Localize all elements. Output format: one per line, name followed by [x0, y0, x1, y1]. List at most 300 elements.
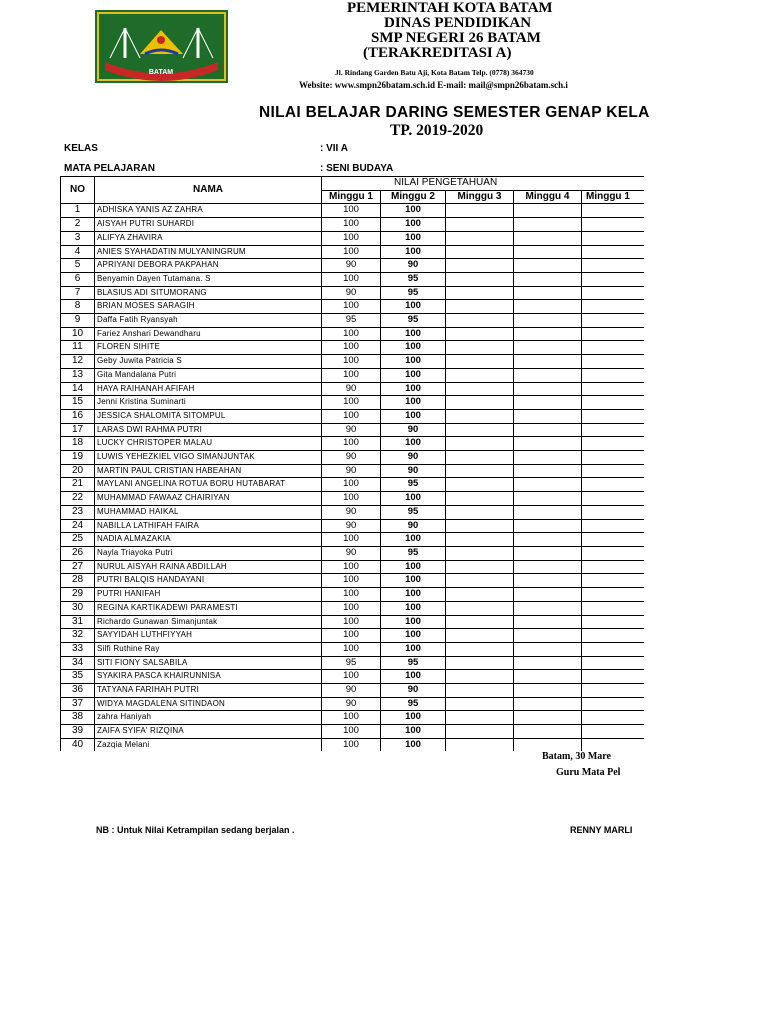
grade-week4 — [514, 519, 582, 533]
grade-week1-next — [582, 505, 645, 519]
student-name: BRIAN MOSES SARAGIH — [95, 300, 322, 314]
kelas-label: KELAS — [64, 143, 98, 154]
grade-week2: 95 — [381, 505, 446, 519]
table-row — [61, 272, 645, 286]
grade-week3 — [446, 272, 514, 286]
grade-week2: 100 — [381, 738, 446, 751]
row-number: 36 — [61, 684, 95, 698]
grade-week1: 100 — [322, 492, 381, 506]
table-row — [61, 629, 645, 643]
grade-week3 — [446, 560, 514, 574]
grades-table-container — [60, 176, 644, 751]
table-row — [61, 314, 645, 328]
grade-week2: 100 — [381, 437, 446, 451]
row-number: 12 — [61, 355, 95, 369]
grade-week2: 90 — [381, 464, 446, 478]
student-name: ADHISKA YANIS AZ ZAHRA — [95, 204, 322, 218]
grade-week2: 100 — [381, 588, 446, 602]
header-department: DINAS PENDIDIKAN — [384, 15, 532, 31]
grade-week3 — [446, 574, 514, 588]
row-number: 13 — [61, 368, 95, 382]
grade-week4 — [514, 245, 582, 259]
grade-week1: 90 — [322, 451, 381, 465]
row-number: 27 — [61, 560, 95, 574]
grade-week2: 100 — [381, 245, 446, 259]
table-row — [61, 368, 645, 382]
grade-week3 — [446, 670, 514, 684]
grade-week3 — [446, 314, 514, 328]
grade-week1-next — [582, 656, 645, 670]
week-header: Minggu 2 — [381, 190, 446, 204]
grade-week1: 90 — [322, 505, 381, 519]
table-row — [61, 218, 645, 232]
teacher-name: RENNY MARLI — [570, 825, 633, 835]
table-row — [61, 464, 645, 478]
grade-week3 — [446, 725, 514, 739]
grade-week3 — [446, 423, 514, 437]
table-row — [61, 601, 645, 615]
grade-week3 — [446, 327, 514, 341]
table-row — [61, 505, 645, 519]
grade-week1-next — [582, 642, 645, 656]
grade-week1: 90 — [322, 697, 381, 711]
grade-week4 — [514, 478, 582, 492]
grade-week1: 100 — [322, 437, 381, 451]
grade-week2: 100 — [381, 560, 446, 574]
row-number: 24 — [61, 519, 95, 533]
grade-week4 — [514, 684, 582, 698]
student-name: MAYLANI ANGELINA ROTUA BORU HUTABARAT — [95, 478, 322, 492]
grade-week4 — [514, 382, 582, 396]
grade-week3 — [446, 505, 514, 519]
batam-city-logo — [95, 10, 228, 83]
row-number: 6 — [61, 272, 95, 286]
grade-week3 — [446, 629, 514, 643]
grade-week1-next — [582, 396, 645, 410]
grade-week2: 90 — [381, 519, 446, 533]
grade-week2: 100 — [381, 601, 446, 615]
grade-week1: 95 — [322, 656, 381, 670]
grade-week1: 100 — [322, 272, 381, 286]
grade-week1: 90 — [322, 286, 381, 300]
grade-week3 — [446, 492, 514, 506]
grade-week1: 100 — [322, 231, 381, 245]
table-row — [61, 588, 645, 602]
grade-week1-next — [582, 533, 645, 547]
grade-week2: 100 — [381, 300, 446, 314]
grade-week1: 100 — [322, 368, 381, 382]
student-name: Gita Mandalana Putri — [95, 368, 322, 382]
table-row — [61, 697, 645, 711]
table-row — [61, 656, 645, 670]
row-number: 17 — [61, 423, 95, 437]
table-row — [61, 711, 645, 725]
grade-week4 — [514, 314, 582, 328]
student-name: FLOREN SIHITE — [95, 341, 322, 355]
week-header: Minggu 1 — [322, 190, 381, 204]
student-name: Richardo Gunawan Simanjuntak — [95, 615, 322, 629]
grade-week1-next — [582, 725, 645, 739]
table-row — [61, 245, 645, 259]
grade-week1-next — [582, 327, 645, 341]
table-row — [61, 396, 645, 410]
note-text: NB : Untuk Nilai Ketrampilan sedang berjalan . — [96, 825, 295, 835]
row-number: 22 — [61, 492, 95, 506]
grade-week4 — [514, 725, 582, 739]
grade-week1: 100 — [322, 533, 381, 547]
grade-week3 — [446, 519, 514, 533]
grade-week4 — [514, 670, 582, 684]
grade-week2: 100 — [381, 642, 446, 656]
row-number: 2 — [61, 218, 95, 232]
grade-week1-next — [582, 478, 645, 492]
grade-week1: 95 — [322, 314, 381, 328]
table-row — [61, 451, 645, 465]
table-row — [61, 615, 645, 629]
grade-week4 — [514, 588, 582, 602]
grade-week4 — [514, 642, 582, 656]
grade-week4 — [514, 451, 582, 465]
table-row — [61, 725, 645, 739]
grade-week3 — [446, 588, 514, 602]
grade-week2: 100 — [381, 341, 446, 355]
grade-week3 — [446, 341, 514, 355]
grade-week3 — [446, 533, 514, 547]
grade-week1-next — [582, 560, 645, 574]
table-row — [61, 738, 645, 751]
grade-week3 — [446, 355, 514, 369]
row-number: 15 — [61, 396, 95, 410]
grade-week2: 100 — [381, 396, 446, 410]
grade-week3 — [446, 615, 514, 629]
grade-week2: 100 — [381, 368, 446, 382]
student-name: Daffa Fatih Ryansyah — [95, 314, 322, 328]
student-name: REGINA KARTIKADEWI PARAMESTI — [95, 601, 322, 615]
student-name: PUTRI BALQIS HANDAYANI — [95, 574, 322, 588]
grade-week3 — [446, 218, 514, 232]
grade-week2: 100 — [381, 629, 446, 643]
grade-week3 — [446, 656, 514, 670]
week-header: Minggu 4 — [514, 190, 582, 204]
row-number: 32 — [61, 629, 95, 643]
grade-week2: 95 — [381, 697, 446, 711]
grade-week2: 95 — [381, 546, 446, 560]
grade-week4 — [514, 259, 582, 273]
grade-week1-next — [582, 629, 645, 643]
grade-week2: 95 — [381, 478, 446, 492]
grade-week4 — [514, 286, 582, 300]
student-name: LUWIS YEHEZKIEL VIGO SIMANJUNTAK — [95, 451, 322, 465]
grade-week1-next — [582, 519, 645, 533]
row-number: 10 — [61, 327, 95, 341]
grade-week1: 100 — [322, 245, 381, 259]
grade-week1-next — [582, 437, 645, 451]
grade-week2: 95 — [381, 286, 446, 300]
grade-week1: 100 — [322, 642, 381, 656]
grade-week4 — [514, 368, 582, 382]
grade-week3 — [446, 382, 514, 396]
table-row — [61, 423, 645, 437]
sign-place-date: Batam, 30 Mare — [542, 751, 611, 762]
grade-week1: 100 — [322, 601, 381, 615]
grade-week3 — [446, 697, 514, 711]
header-accreditation: (TERAKREDITASI A) — [363, 45, 512, 61]
header-government: PEMERINTAH KOTA BATAM — [347, 0, 553, 16]
grade-week1: 100 — [322, 670, 381, 684]
grade-week1-next — [582, 670, 645, 684]
grade-week1-next — [582, 684, 645, 698]
grade-week2: 90 — [381, 423, 446, 437]
student-name: Nayla Triayoka Putri — [95, 546, 322, 560]
grade-week4 — [514, 656, 582, 670]
grade-week2: 100 — [381, 231, 446, 245]
header-website: Website: www.smpn26batam.sch.id E-mail: mail@smpn26batam.sch.i — [299, 80, 568, 90]
grade-week1-next — [582, 382, 645, 396]
sign-role: Guru Mata Pel — [556, 767, 621, 778]
row-number: 31 — [61, 615, 95, 629]
student-name: NURUL AISYAH RAINA ABDILLAH — [95, 560, 322, 574]
grade-week3 — [446, 259, 514, 273]
student-name: Jenni Kristina Suminarti — [95, 396, 322, 410]
grade-week1-next — [582, 409, 645, 423]
grade-week1-next — [582, 314, 645, 328]
grade-week4 — [514, 560, 582, 574]
table-row — [61, 409, 645, 423]
grade-week1-next — [582, 546, 645, 560]
grade-week1: 100 — [322, 629, 381, 643]
row-number: 8 — [61, 300, 95, 314]
grade-week1-next — [582, 286, 645, 300]
header-school: SMP NEGERI 26 BATAM — [371, 30, 541, 46]
grade-week3 — [446, 437, 514, 451]
grade-week1: 100 — [322, 478, 381, 492]
grade-week1: 100 — [322, 588, 381, 602]
row-number: 1 — [61, 204, 95, 218]
row-number: 9 — [61, 314, 95, 328]
grade-week4 — [514, 423, 582, 437]
grade-week1-next — [582, 738, 645, 751]
table-row — [61, 300, 645, 314]
grade-week4 — [514, 355, 582, 369]
week-header: Minggu 1 — [582, 190, 645, 204]
row-number: 25 — [61, 533, 95, 547]
student-name: JESSICA SHALOMITA SITOMPUL — [95, 409, 322, 423]
student-name: MUHAMMAD FAWAAZ CHAIRIYAN — [95, 492, 322, 506]
grade-week4 — [514, 574, 582, 588]
grade-week3 — [446, 478, 514, 492]
student-name: zahra Haniyah — [95, 711, 322, 725]
grade-week1: 90 — [322, 546, 381, 560]
table-row — [61, 670, 645, 684]
student-name: ALIFYA ZHAVIRA — [95, 231, 322, 245]
grade-week1: 100 — [322, 615, 381, 629]
row-number: 21 — [61, 478, 95, 492]
table-row — [61, 341, 645, 355]
kelas-value: : VII A — [320, 143, 348, 154]
row-number: 35 — [61, 670, 95, 684]
grade-week3 — [446, 546, 514, 560]
grade-week2: 100 — [381, 615, 446, 629]
student-name: ZAIFA SYIFA' RIZQINA — [95, 725, 322, 739]
table-row — [61, 478, 645, 492]
grade-week3 — [446, 231, 514, 245]
grade-week1-next — [582, 355, 645, 369]
grade-week4 — [514, 546, 582, 560]
table-row — [61, 231, 645, 245]
grade-week3 — [446, 368, 514, 382]
grade-week4 — [514, 464, 582, 478]
grade-week1-next — [582, 574, 645, 588]
grade-week2: 100 — [381, 382, 446, 396]
grade-week1: 100 — [322, 396, 381, 410]
grade-week1: 100 — [322, 738, 381, 751]
grade-week2: 95 — [381, 314, 446, 328]
row-number: 14 — [61, 382, 95, 396]
grade-week1-next — [582, 423, 645, 437]
row-number: 33 — [61, 642, 95, 656]
table-row — [61, 642, 645, 656]
table-row — [61, 492, 645, 506]
grade-week3 — [446, 642, 514, 656]
grade-week1: 90 — [322, 382, 381, 396]
grade-week1-next — [582, 300, 645, 314]
row-number: 39 — [61, 725, 95, 739]
grade-week1: 100 — [322, 725, 381, 739]
student-name: PUTRI HANIFAH — [95, 588, 322, 602]
table-row — [61, 560, 645, 574]
grade-week4 — [514, 341, 582, 355]
grade-week1-next — [582, 204, 645, 218]
grade-week4 — [514, 711, 582, 725]
grade-week2: 100 — [381, 533, 446, 547]
grade-week2: 90 — [381, 684, 446, 698]
grade-week2: 100 — [381, 711, 446, 725]
student-name: LUCKY CHRISTOPER MALAU — [95, 437, 322, 451]
grade-week1: 90 — [322, 464, 381, 478]
grade-week1-next — [582, 368, 645, 382]
grade-week1: 100 — [322, 560, 381, 574]
document-title: NILAI BELAJAR DARING SEMESTER GENAP KELA — [259, 104, 650, 121]
grade-week2: 90 — [381, 259, 446, 273]
table-row — [61, 355, 645, 369]
grade-week4 — [514, 615, 582, 629]
row-number: 38 — [61, 711, 95, 725]
grade-week2: 95 — [381, 656, 446, 670]
grade-week1-next — [582, 451, 645, 465]
grade-week3 — [446, 286, 514, 300]
student-name: SYAKIRA PASCA KHAIRUNNISA — [95, 670, 322, 684]
grade-week4 — [514, 697, 582, 711]
student-name: TATYANA FARIHAH PUTRI — [95, 684, 322, 698]
grade-week1-next — [582, 492, 645, 506]
grade-week3 — [446, 204, 514, 218]
table-row — [61, 437, 645, 451]
student-name: Geby Juwita Patricia S — [95, 355, 322, 369]
row-number: 16 — [61, 409, 95, 423]
grade-week2: 90 — [381, 451, 446, 465]
row-number: 37 — [61, 697, 95, 711]
col-no-header: NO — [61, 177, 95, 204]
grade-week4 — [514, 204, 582, 218]
table-row — [61, 533, 645, 547]
row-number: 19 — [61, 451, 95, 465]
row-number: 18 — [61, 437, 95, 451]
grades-table — [60, 176, 644, 751]
grade-week1: 90 — [322, 423, 381, 437]
table-row — [61, 286, 645, 300]
student-name: SITI FIONY SALSABILA — [95, 656, 322, 670]
grade-week4 — [514, 409, 582, 423]
grade-week1: 100 — [322, 355, 381, 369]
row-number: 34 — [61, 656, 95, 670]
table-row — [61, 204, 645, 218]
student-name: SAYYIDAH LUTHFIYYAH — [95, 629, 322, 643]
table-row — [61, 546, 645, 560]
grade-week3 — [446, 300, 514, 314]
grade-week1: 100 — [322, 218, 381, 232]
grade-week1: 100 — [322, 574, 381, 588]
mapel-value: : SENI BUDAYA — [320, 163, 394, 174]
row-number: 20 — [61, 464, 95, 478]
student-name: NADIA ALMAZAKIA — [95, 533, 322, 547]
grade-week3 — [446, 738, 514, 751]
grade-week1: 100 — [322, 341, 381, 355]
header-address: Jl. Rindang Garden Batu Aji, Kota Batam Telp. (0778) 364730 — [335, 68, 534, 77]
grade-week2: 100 — [381, 725, 446, 739]
grade-week4 — [514, 300, 582, 314]
grade-week3 — [446, 684, 514, 698]
grade-week4 — [514, 327, 582, 341]
grade-week4 — [514, 396, 582, 410]
grade-week1-next — [582, 601, 645, 615]
row-number: 28 — [61, 574, 95, 588]
grade-week1: 90 — [322, 259, 381, 273]
grade-week3 — [446, 601, 514, 615]
student-name: BLASIUS ADI SITUMORANG — [95, 286, 322, 300]
student-name: APRIYANI DEBORA PAKPAHAN — [95, 259, 322, 273]
student-name: Silfi Ruthine Ray — [95, 642, 322, 656]
grade-week2: 100 — [381, 327, 446, 341]
row-number: 4 — [61, 245, 95, 259]
grade-week2: 100 — [381, 492, 446, 506]
grade-week4 — [514, 437, 582, 451]
grade-week4 — [514, 231, 582, 245]
grade-week2: 100 — [381, 218, 446, 232]
row-number: 30 — [61, 601, 95, 615]
table-row — [61, 574, 645, 588]
grade-week3 — [446, 711, 514, 725]
logo-text: BATAM — [148, 69, 174, 76]
grade-week3 — [446, 396, 514, 410]
grade-week1-next — [582, 615, 645, 629]
grade-week4 — [514, 601, 582, 615]
group-header: NILAI PENGETAHUAN — [322, 177, 645, 191]
grade-week3 — [446, 409, 514, 423]
student-name: ANIES SYAHADATIN MULYANINGRUM — [95, 245, 322, 259]
table-row — [61, 382, 645, 396]
student-name: LARAS DWI RAHMA PUTRI — [95, 423, 322, 437]
grade-week1-next — [582, 259, 645, 273]
grade-week2: 100 — [381, 574, 446, 588]
document-year: TP. 2019-2020 — [390, 122, 484, 139]
grade-week4 — [514, 492, 582, 506]
grade-week1: 100 — [322, 204, 381, 218]
grade-week1: 90 — [322, 519, 381, 533]
row-number: 3 — [61, 231, 95, 245]
row-number: 40 — [61, 738, 95, 751]
student-name: Fariez Anshari Dewandharu — [95, 327, 322, 341]
grade-week1: 100 — [322, 711, 381, 725]
